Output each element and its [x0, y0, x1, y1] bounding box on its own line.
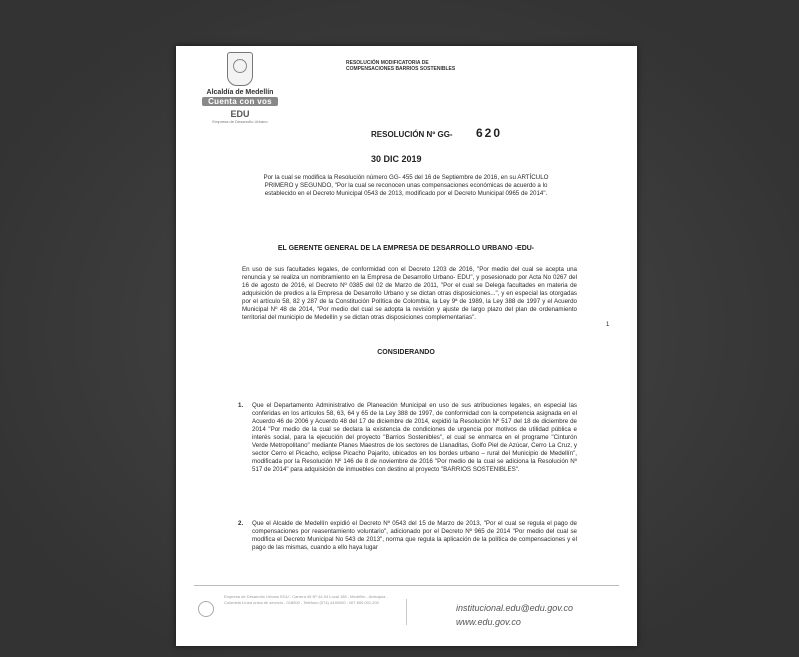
document-page — [176, 46, 637, 646]
footer-divider — [194, 585, 619, 586]
edu-subtitle: Empresa de Desarrollo Urbano — [212, 119, 268, 124]
heading-considerando: CONSIDERANDO — [377, 349, 435, 356]
page-footer — [176, 579, 637, 646]
footer-address: Empresa de Desarrollo Urbano EDU - Carrera 49 Nº 44-94 Local 158 - Medellín - Antioquia - Colombia Línea única de servicio - 018000 - Teléfono (574) 4440000 - NIT 800.001.200 — [224, 594, 388, 605]
considerando-item — [238, 402, 577, 474]
header-note: RESOLUCIÓN MODIFICATORIA DE COMPENSACIONES BARRIOS SOSTENIBLES — [346, 60, 456, 72]
org-logo — [198, 52, 282, 124]
item-text: Que el Alcalde de Medellín expidió el Decreto Nº 0543 del 15 de Marzo de 2013, "Por el cual se regula el pago de compensaciones por reasentamiento voluntario", adicionado por el Decreto Nº 965 de 2014 "Por medio del cual se modifica el Decreto Municipal No 543 de 2013", norma que regula la aplicación de la política de compensaciones y el pago de las mismas, cuando a ello haya lugar — [252, 520, 577, 551]
resolution-number: 620 — [476, 126, 503, 140]
footer-separator — [406, 599, 447, 625]
considerando-item — [238, 520, 577, 552]
resolution-date-stamp: 30 DIC 2019 — [371, 154, 422, 164]
edu-logo-text: EDU — [230, 109, 250, 119]
footer-email: institucional.edu@edu.gov.co — [456, 603, 574, 613]
page-marker: 1 — [606, 322, 610, 328]
footer-website: www.edu.gov.co — [456, 617, 521, 627]
item-text: Que el Departamento Administrativo de Planeación Municipal en uso de sus atribuciones legales, en especial las conferidas en los artículos 58, 63, 64 y 65 de la Ley 388 de 1997, de conformidad con la competencia asignada en el Acuerdo 46 de 2006 y Acuerdo 48 del 17 de diciembre de 2014, expidió la Resolución Nº 517 del 18 de diciembre de 2014 "Por medio de la cual se declara la existencia de condiciones de urgencia por motivos de utilidad pública e interés social, para la ejecución del proyecto "Barrios Sostenibles", el cual se enmarca en el programe "Cinturón Verde Metropolitano" mediante Planes Maestros de los sectores de Llanaditas, Golfo Piel de Azúcar, Cerro La Cruz, y sector Cerro el Picacho, eclipse Picacho Pajarito, ubicados en los bordes urbano – rural del Municipio de Medellín", modificada por la Resolución Nº 146 de 8 de noviembre de 2016 "Por medio de la cual se adiciona la Resolución Nº 517 de 2014" para adquisición de inmuebles con destino al proyecto "BARRIOS SOSTENIBLES". — [252, 402, 577, 473]
paragraph-facultades: En uso de sus facultades legales, de conformidad con el Decreto 1203 de 2016, "Por medio del cual se acepta una renuncia y se realiza un nombramiento en la Empresa de Desarrollo Urbano- EDU", y posesionado por Acta No 0267 del 16 de agosto de 2016, el Decreto Nº 0385 del 02 de Marzo de 2011, "Por el cual se Delega facultades en materia de adquisición de predios a la Empresa de Desarrollo Urbano y se dictan otras disposiciones...", y en especial las otorgadas por el artículo 58, 82 y 287 de la Constitución Política de Colombia, la Ley 9ª de 1989, la Ley 388 de 1997 y el Acuerdo Municipal Nº 48 de 2014, "Por medio del cual se adopta la revisión y ajuste de largo plazo del plan de ordenamiento territorial del municipio de Medellín y se dictan otras disposiciones complementarias". — [242, 266, 577, 321]
intro-paragraph: Por la cual se modifica la Resolución número GG- 455 del 16 de Septiembre de 2016, en su ARTÍCULO PRIMERO y SEGUNDO, "Por la cual se reconocen unas compensaciones económicas de acuerdo a lo establecido en el Decreto Municipal 0543 de 2013, modificado por el Decreto Municipal 0965 de 2014". — [263, 174, 549, 197]
heading-gerente: EL GERENTE GENERAL DE LA EMPRESA DE DESARROLLO URBANO -EDU- — [277, 245, 535, 252]
footer-logo-icon — [198, 601, 214, 617]
resolution-label: RESOLUCIÓN Nº GG- — [371, 130, 453, 139]
coat-of-arms-icon — [227, 52, 253, 86]
item-number: 1. — [238, 402, 244, 409]
org-name: Alcaldía de Medellín — [206, 89, 274, 96]
org-slogan: Cuenta con vos — [202, 97, 278, 106]
item-number: 2. — [238, 520, 244, 527]
